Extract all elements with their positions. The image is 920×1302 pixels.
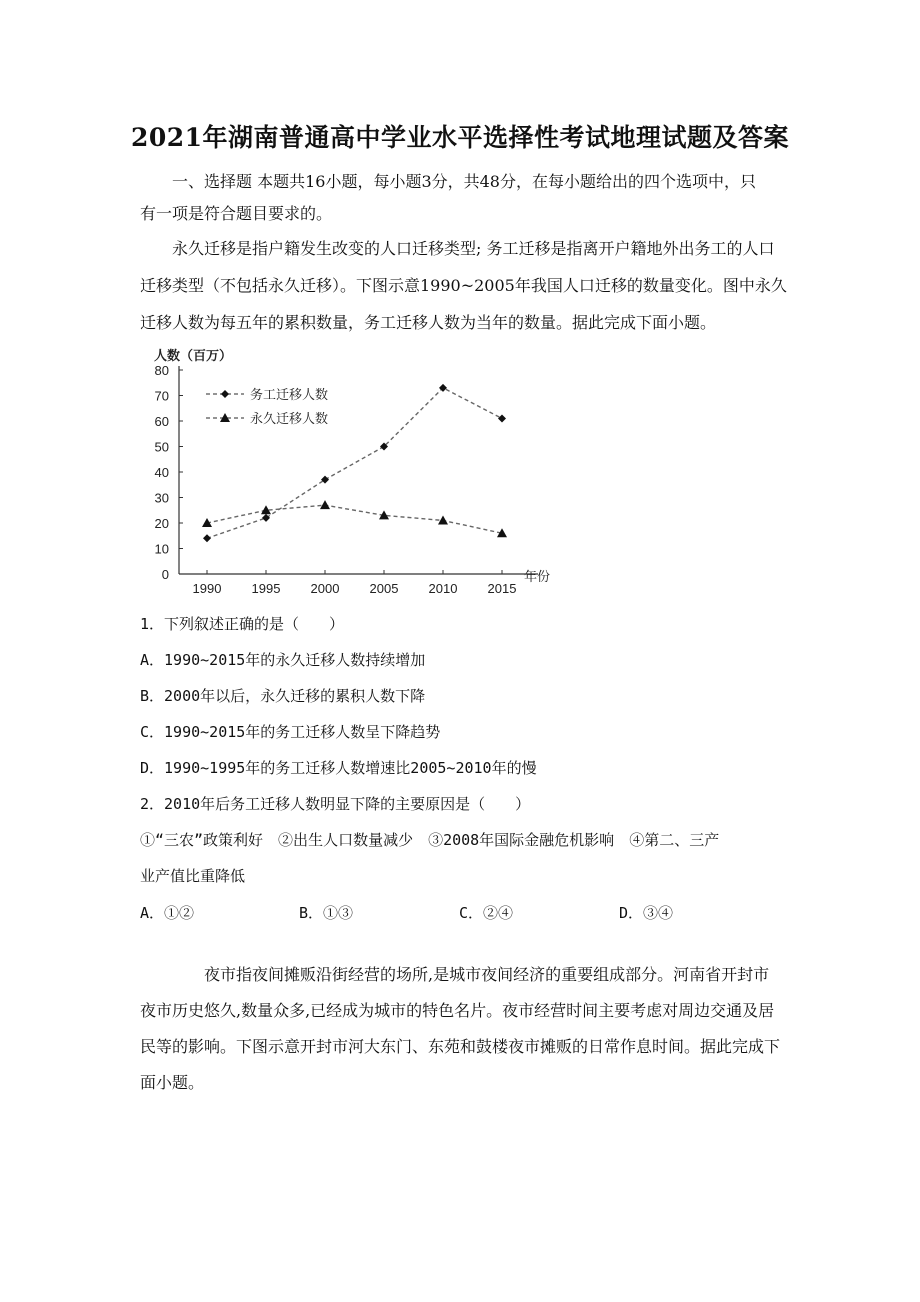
series-line-2: [207, 505, 502, 533]
q1-option-c: C．1990~2015年的务工迁移人数呈下降趋势: [140, 723, 441, 741]
y-tick-label: 0: [161, 567, 169, 582]
x-tick-label: 1995: [251, 581, 281, 596]
passage2-line2: 夜市历史悠久,数量众多,已经成为城市的特色名片。夜市经营时间主要考虑对周边交通及居: [140, 1001, 775, 1020]
x-tick-label: 2015: [487, 581, 517, 596]
x-tick-label: 2000: [310, 581, 340, 596]
y-tick-label: 50: [154, 439, 169, 455]
series-1-point: [262, 514, 270, 522]
series-1-point: [203, 534, 211, 542]
q2-reasons-line1: ①“三农”政策利好 ②出生人口数量减少 ③2008年国际金融危机影响 ④第二、三产: [140, 831, 720, 849]
q2-option-b: B．①③: [299, 904, 354, 922]
legend-marker-1: [221, 390, 229, 398]
y-tick-label: 30: [154, 490, 169, 506]
q1-option-d: D．1990~1995年的务工迁移人数增速比2005~2010年的慢: [140, 759, 537, 777]
y-tick-label: 70: [154, 388, 169, 404]
x-tick-label: 2005: [369, 581, 399, 596]
x-axis-label: 年份: [524, 569, 551, 584]
passage1-line2: 迁移类型（不包括永久迁移）。下图示意1990~2005年我国人口迁移的数量变化。图中永久: [140, 276, 787, 295]
migration-line-chart: [140, 342, 560, 604]
q2-option-a: A．①②: [140, 904, 195, 922]
y-axis-label: 人数（百万）: [154, 348, 233, 363]
y-tick-label: 40: [154, 465, 169, 480]
passage2-line3: 民等的影响。下图示意开封市河大东门、东苑和鼓楼夜市摊贩的日常作息时间。据此完成下: [140, 1037, 781, 1056]
series-1-point: [321, 476, 329, 484]
series-2-point: [438, 515, 448, 524]
q2-option-d: D．③④: [619, 904, 674, 922]
passage2-line4: 面小题。: [140, 1073, 205, 1092]
series-1-point: [498, 414, 506, 422]
y-tick-label: 20: [154, 516, 169, 531]
q2-stem: 2．2010年后务工迁移人数明显下降的主要原因是（ ）: [140, 795, 531, 813]
q1-option-b: B．2000年以后，永久迁移的累积人数下降: [140, 687, 426, 705]
section-instructions-line1: 一、选择题 本题共16小题，每小题3分，共48分，在每小题给出的四个选项中，只: [172, 172, 756, 191]
y-tick-label: 60: [154, 414, 169, 429]
x-tick-label: 1990: [192, 581, 222, 596]
page-title: 2021年湖南普通高中学业水平选择性考试地理试题及答案: [130, 123, 790, 152]
passage1-line3: 迁移人数为每五年的累积数量，务工迁移人数为当年的数量。据此完成下面小题。: [140, 313, 717, 332]
q2-option-c: C．②④: [459, 904, 514, 922]
y-tick-label: 10: [154, 541, 169, 557]
passage2-line1: 夜市指夜间摊贩沿街经营的场所,是城市夜间经济的重要组成部分。河南省开封市: [204, 965, 770, 984]
passage1-line1: 永久迁移是指户籍发生改变的人口迁移类型; 务工迁移是指离开户籍地外出务工的人口: [172, 239, 775, 258]
series-1-point: [439, 384, 447, 392]
legend-label-1: 务工迁移人数: [250, 387, 329, 402]
series-2-point: [320, 500, 330, 509]
section-instructions-line2: 有一项是符合题目要求的。: [140, 204, 333, 223]
q1-option-a: A．1990~2015年的永久迁移人数持续增加: [140, 651, 426, 669]
x-tick-label: 2010: [428, 581, 458, 596]
q1-stem: 1．下列叙述正确的是（ ）: [140, 615, 345, 633]
legend-label-2: 永久迁移人数: [250, 411, 329, 426]
q2-reasons-line2: 业产值比重降低: [140, 867, 246, 885]
y-tick-label: 80: [154, 363, 169, 378]
